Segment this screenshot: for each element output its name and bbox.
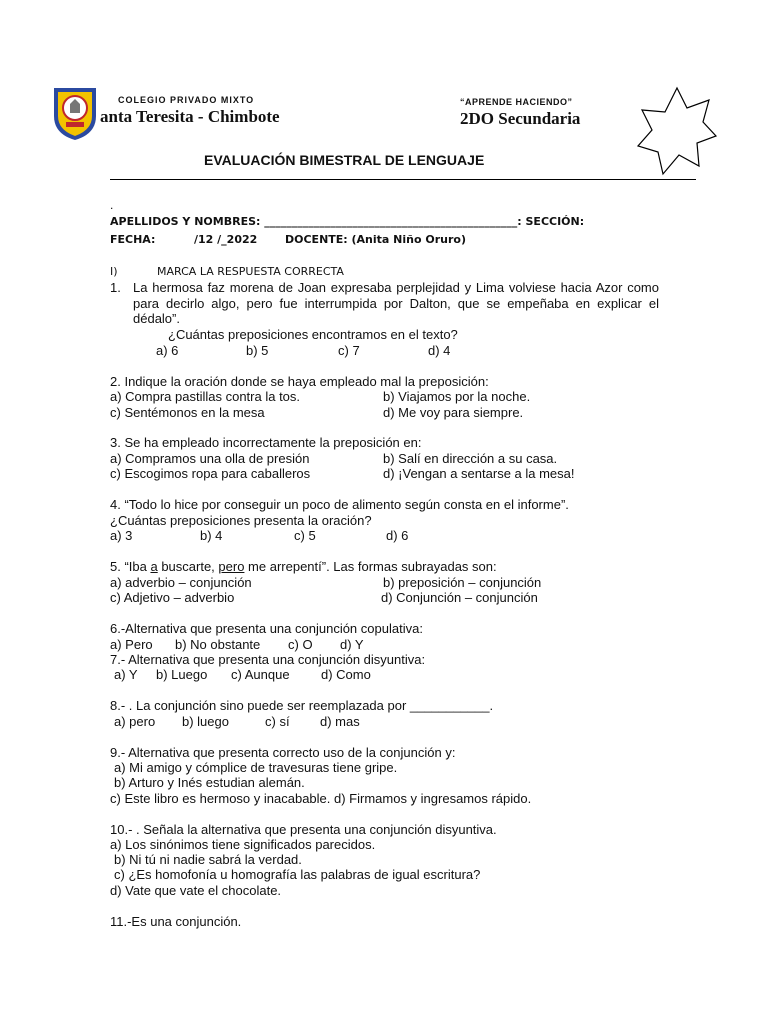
grade-label: 2DO Secundaria: [460, 109, 581, 128]
q3-text: 3. Se ha empleado incorrectamente la preposición en:: [110, 435, 422, 450]
q5-option-b: b) preposición – conjunción: [383, 575, 542, 590]
grade-star-icon: [636, 86, 718, 178]
q1-question: ¿Cuántas preposiciones encontramos en el texto?: [168, 327, 458, 342]
q5-text-pre: 5. “Iba: [110, 559, 151, 574]
school-type: COLEGIO PRIVADO MIXTO: [118, 95, 255, 105]
q7-option-b: b) Luego: [156, 667, 208, 682]
q4-option-c: c) 5: [294, 528, 316, 543]
q5-text-post: me arrepentí”. Las formas subrayadas son:: [244, 559, 497, 574]
q8-option-d: d) mas: [320, 714, 360, 729]
q2-option-d: d) Me voy para siempre.: [383, 405, 524, 420]
date-value: /12 /_2022: [194, 233, 258, 246]
q1-option-c: c) 7: [338, 343, 360, 358]
q7-text: 7.- Alternativa que presenta una conjunción disyuntiva:: [110, 652, 426, 667]
q5-underlined-a: a: [150, 559, 158, 574]
q3-option-b: b) Salí en dirección a su casa.: [383, 451, 558, 466]
section-label: : SECCIÓN:: [517, 215, 585, 228]
q3-option-c: c) Escogimos ropa para caballeros: [110, 466, 311, 481]
page-title: EVALUACIÓN BIMESTRAL DE LENGUAJE: [204, 152, 485, 168]
q5-option-c: c) Adjetivo – adverbio: [110, 590, 235, 605]
q5-text-mid: buscarte,: [157, 559, 219, 574]
q9-option-b: b) Arturo y Inés estudian alemán.: [114, 775, 305, 790]
q4-question: ¿Cuántas preposiciones presenta la oración?: [110, 513, 372, 528]
q6-option-a: a) Pero: [110, 637, 153, 652]
q1-option-a: a) 6: [156, 343, 179, 358]
q5-text: [110, 559, 497, 574]
q2-option-b: b) Viajamos por la noche.: [383, 389, 531, 404]
q9-text: 9.- Alternativa que presenta correcto uso de la conjunción y:: [110, 745, 456, 760]
q9-option-cd: c) Este libro es hermoso y inacabable. d) Firmamos y ingresamos rápido.: [110, 791, 532, 806]
q10-option-d: d) Vate que vate el chocolate.: [110, 883, 282, 898]
q4-option-b: b) 4: [200, 528, 223, 543]
q7-option-c: c) Aunque: [231, 667, 290, 682]
q10-option-b: b) Ni tú ni nadie sabrá la verdad.: [114, 852, 302, 867]
q6-option-c: c) O: [288, 637, 313, 652]
q10-option-c: c) ¿Es homofonía u homografía las palabras de igual escritura?: [114, 867, 481, 882]
q4-option-a: a) 3: [110, 528, 133, 543]
q6-option-b: b) No obstante: [175, 637, 261, 652]
q7-option-a: a) Y: [114, 667, 138, 682]
q8-text: 8.- . La conjunción sino puede ser reemplazada por ___________.: [110, 698, 494, 713]
q11-text: 11.-Es una conjunción.: [110, 914, 242, 929]
q8-option-b: b) luego: [182, 714, 229, 729]
names-label: APELLIDOS Y NOMBRES:: [110, 215, 261, 228]
q9-option-a: a) Mi amigo y cómplice de travesuras tiene gripe.: [114, 760, 398, 775]
date-label: FECHA:: [110, 233, 156, 246]
q5-option-d: d) Conjunción – conjunción: [381, 590, 538, 605]
teacher-label: DOCENTE: (Anita Niño Oruro): [285, 233, 466, 246]
section-numeral: I): [110, 265, 118, 278]
q2-option-c: c) Sentémonos en la mesa: [110, 405, 265, 420]
q4-option-d: d) 6: [386, 528, 409, 543]
q1-option-d: d) 4: [428, 343, 451, 358]
title-divider: [110, 179, 696, 180]
q8-option-a: a) pero: [114, 714, 156, 729]
q2-option-a: a) Compra pastillas contra la tos.: [110, 389, 301, 404]
student-name-line[interactable]: [110, 215, 584, 228]
q4-text: 4. “Todo lo hice por conseguir un poco de alimento según consta en el informe”.: [110, 497, 569, 512]
q5-underlined-pero: pero: [218, 559, 245, 574]
q8-option-c: c) sí: [265, 714, 290, 729]
q6-text: 6.-Alternativa que presenta una conjunción copulativa:: [110, 621, 423, 636]
names-blank: ______________________________________________: [264, 215, 518, 228]
q10-option-a: a) Los sinónimos tiene significados parecidos.: [110, 837, 376, 852]
q1-number: 1.: [110, 280, 121, 295]
section-heading: MARCA LA RESPUESTA CORRECTA: [157, 265, 344, 278]
q3-option-d: d) ¡Vengan a sentarse a la mesa!: [383, 466, 575, 481]
q1-text: La hermosa faz morena de Joan expresaba perplejidad y Lima volviese hacia Azor como para decirlo algo, pero fue interrumpida por Dalton, que se empeñaba en explicar el dédalo”.: [133, 280, 659, 326]
q2-text: 2. Indique la oración donde se haya empleado mal la preposición:: [110, 374, 489, 389]
q10-text: 10.- . Señala la alternativa que presenta una conjunción disyuntiva.: [110, 822, 497, 837]
school-crest-icon: [52, 86, 98, 142]
q5-option-a: a) adverbio – conjunción: [110, 575, 252, 590]
q7-option-d: d) Como: [321, 667, 371, 682]
q3-option-a: a) Compramos una olla de presión: [110, 451, 310, 466]
school-name: anta Teresita - Chimbote: [100, 107, 280, 126]
school-motto: “APRENDE HACIENDO”: [460, 97, 573, 107]
q6-option-d: d) Y: [340, 637, 364, 652]
stray-dot: .: [110, 198, 114, 212]
q1-option-b: b) 5: [246, 343, 269, 358]
